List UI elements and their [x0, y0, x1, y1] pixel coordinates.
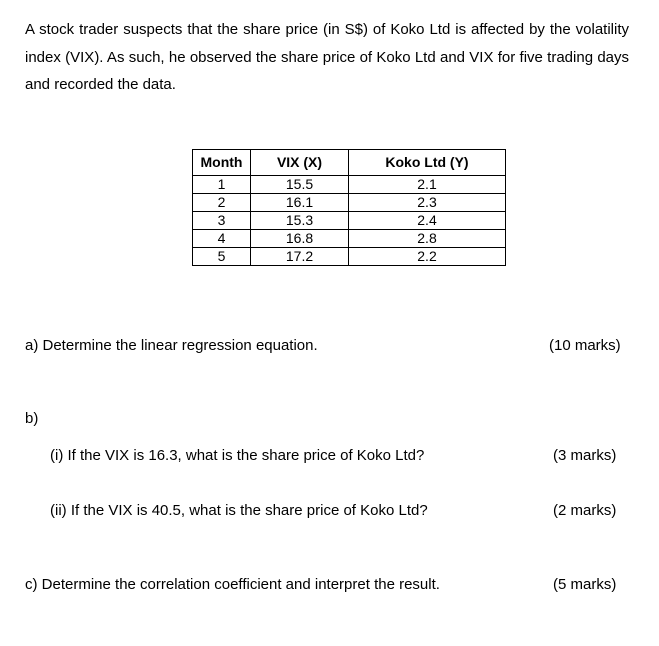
marks-c: (5 marks)	[553, 576, 617, 593]
cell-month: 3	[193, 212, 251, 230]
question-b-label: b)	[25, 410, 39, 427]
marks-a: (10 marks)	[549, 337, 621, 354]
question-b-ii: (ii) If the VIX is 40.5, what is the share price of Koko Ltd?	[50, 502, 428, 519]
cell-koko: 2.8	[349, 230, 506, 248]
cell-koko: 2.1	[349, 176, 506, 194]
cell-vix: 17.2	[251, 248, 349, 266]
cell-month: 5	[193, 248, 251, 266]
cell-vix: 15.3	[251, 212, 349, 230]
header-vix: VIX (X)	[251, 150, 349, 176]
table-row	[193, 212, 506, 230]
table-row	[193, 230, 506, 248]
cell-koko: 2.2	[349, 248, 506, 266]
cell-koko: 2.3	[349, 194, 506, 212]
cell-month: 2	[193, 194, 251, 212]
marks-b-ii: (2 marks)	[553, 502, 617, 519]
marks-b-i: (3 marks)	[553, 447, 617, 464]
question-a: a) Determine the linear regression equation.	[25, 337, 318, 354]
table-header-row	[193, 150, 506, 176]
cell-vix: 16.8	[251, 230, 349, 248]
question-c: c) Determine the correlation coefficient and interpret the result.	[25, 576, 440, 593]
cell-koko: 2.4	[349, 212, 506, 230]
question-b-i: (i) If the VIX is 16.3, what is the share price of Koko Ltd?	[50, 447, 425, 464]
cell-month: 4	[193, 230, 251, 248]
table-row	[193, 248, 506, 266]
table-row	[193, 194, 506, 212]
cell-vix: 16.1	[251, 194, 349, 212]
cell-vix: 15.5	[251, 176, 349, 194]
intro-paragraph: A stock trader suspects that the share price (in S$) of Koko Ltd is affected by the volatility index (VIX). As such, he observed the share price of Koko Ltd and VIX for five trading days and recorded the data.	[25, 21, 629, 93]
table-row	[193, 176, 506, 194]
cell-month: 1	[193, 176, 251, 194]
header-month: Month	[193, 150, 251, 176]
header-koko: Koko Ltd (Y)	[349, 150, 506, 176]
data-table	[192, 149, 506, 266]
